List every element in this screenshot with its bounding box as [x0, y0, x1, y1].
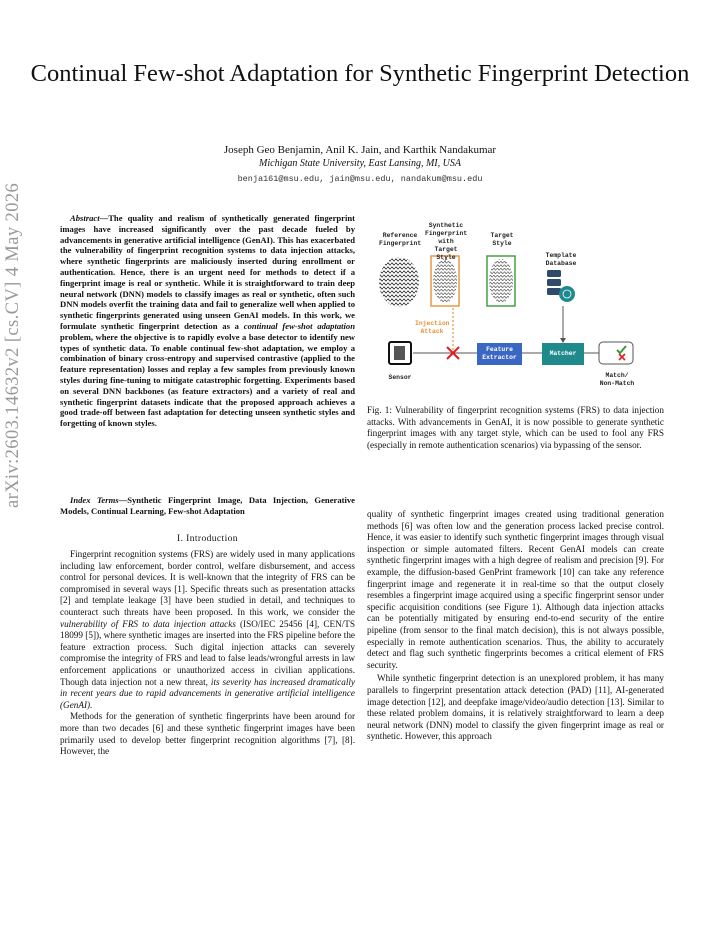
label-synthetic: Synthetic Fingerprint with Target Style — [425, 222, 468, 261]
intro-p1-text-a: Fingerprint recognition systems (FRS) are widely used in many applications including law enforcement, border control, welfare disbursement, and access control for personal devices. It is well-known that the integrity of FRS can be compromised in several ways [1]. Specific threats such as presentation attacks [2] and template leakage [3] have been studied in detail, and techniques to counteract such threats have been proposed. In this work, we consider the — [60, 549, 355, 617]
index-terms — [60, 495, 355, 517]
intro-right-column — [367, 509, 664, 743]
intro-p1-emphasis-2: its severity has increased dramatically in recent years due to rapid advancements in generative artificial intelligence (GenAI). — [60, 676, 355, 710]
label-matcher: Matcher — [549, 350, 577, 357]
intro-p1-text-c: (ISO/IEC 25456 [4], CEN/TS 18099 [5]), where synthetic images are inserted into the FRS pipeline before the feature extraction process. Such digital injection attacks can severely compromise the integrity of FRS and lead to false leads/wrongful arrests in law enforcement applications or unauthorized access in civilian applications. Though data injection not a new threat, — [60, 618, 356, 687]
emails: benja161@msu.edu, jain@msu.edu, nandakum@msu.edu — [237, 174, 483, 184]
figure-caption: Fig. 1: Vulnerability of fingerprint recognition systems (FRS) to data injection attacks. With advancements in GenAI, it is now possible to generate synthetic fingerprint images with any target style, which can be used to fool any FRS (especially in remote authentication scenarios) via bypassing of the sensor. — [367, 405, 664, 450]
paper-title: Continual Few-shot Adaptation for Synthetic Fingerprint Detection — [30, 60, 690, 87]
label-reference: Reference Fingerprint — [379, 232, 422, 247]
abstract — [60, 213, 355, 429]
abstract-text-2: problem, where the objective is to rapidly evolve a base detector to identify new types of synthetic data. To enable continual few-shot adaptation, we employ a combination of binary cross-entropy and supervised contrastive (applied to the feature representation) losses and replay a few samples from previously known styles during fine-tuning to mitigate catastrophic forgetting. Experiments based on several DNN backbones (as feature extractors) and a variety of real and synthetic fingerprint datasets indicate that the proposed approach achieves a good trade-off between fast adaptation for detecting unseen synthetic styles and forgetting of known styles. — [60, 331, 355, 429]
figure-1 — [367, 222, 664, 397]
reference-fingerprint-image — [379, 257, 419, 307]
synthetic-fingerprint-image — [433, 259, 457, 303]
label-feature: Feature Extractor — [482, 346, 517, 361]
label-sensor: Sensor — [388, 374, 412, 381]
right-paragraph-2: While synthetic fingerprint detection is an unexplored problem, it has many parallels to fingerprint presentation attack detection (PAD) [11], AI-generated image detection [12], and deepfake image/video/audio detection [13]. Similar to these related problem domains, it is relatively straightforward to learn a deep neural network (DNN) model to classify the given fingerprint image as real or synthetic. However, this approach — [367, 673, 664, 742]
figure-diagram — [367, 222, 664, 397]
section-heading: I. Introduction — [177, 534, 238, 544]
match-result-box — [599, 342, 633, 364]
label-injection: Injection Attack — [415, 320, 450, 335]
label-template: Template Database — [545, 252, 577, 267]
intro-paragraph-2: Methods for the generation of synthetic fingerprints have been around for more than two decades [6] and these synthetic fingerprint images have been primarily used to develop better fingerprint recognition algorithms [7], [8]. However, the — [60, 711, 355, 757]
template-database-icon — [547, 270, 575, 302]
arxiv-identifier: arXiv:2603.14632v2 [cs.CV] 4 May 2026 — [3, 182, 23, 508]
label-target: Target Style — [490, 232, 514, 247]
abstract-text: —The quality and realism of synthetically generated fingerprint images have increased significantly over the past decade fueled by advancements in generative artificial intelligence (GenAI). This has exacerbated the vulnerability of fingerprint recognition systems to data injection attacks, where synthetic fingerprints are maliciously inserted during enrollment or authentication. Hence, there is an urgent need for methods to detect if a fingerprint image is real or synthetic. While it is straightforward to train deep neural network (DNN) models to classify images as real or synthetic, often such DNN models overfit the training data and fail to generalize well when applied to synthetic fingerprints generated using unseen GenAI models. In this work, we formulate synthetic fingerprint detection as a — [60, 213, 355, 331]
abstract-emphasis: continual few-shot adaptation — [243, 320, 355, 331]
index-terms-text: —Synthetic Fingerprint Image, Data Injection, Generative Models, Continual Learning, Few-shot Adaptation — [60, 495, 355, 516]
intro-left-column — [60, 549, 355, 758]
abstract-label: Abstract — [70, 213, 100, 223]
affiliation: Michigan State University, East Lansing, MI, USA — [259, 158, 461, 169]
intro-p1-emphasis-1: vulnerability of FRS to data injection attacks — [60, 618, 236, 629]
index-terms-label: Index Terms — [70, 495, 119, 505]
label-match: Match/ Non-Match — [599, 372, 635, 387]
authors: Joseph Geo Benjamin, Anil K. Jain, and Karthik Nandakumar — [223, 144, 497, 156]
target-style-image — [489, 259, 513, 303]
right-paragraph-1: quality of synthetic fingerprint images created using traditional generation methods [6] was often low and the generation process lacked precise control. Hence, it was easier to identify such synthetic fingerprint images through visual inspection or simple automated filters. Recent GenAI models can create synthetic fingerprint images with a high degree of realism and precision [9]. For example, the diffusion-based GenPrint framework [10] can take any reference fingerprint image and regenerate it in real-time so that the output closely resembles a fingerprint image acquired using a specific fingerprint sensor under specific acquisition conditions (see Figure 1). Although data injection attacks can be potentially mitigated by ensuring end-to-end security of the entire pipeline (from sensor to the final match decision), this is not always possible, especially in remote authentication scenarios. Thus, the ability to accurately detect and flag such synthetic fingerprints becomes a critical element of FRS security. — [367, 509, 664, 670]
intro-paragraph-1 — [60, 549, 355, 711]
